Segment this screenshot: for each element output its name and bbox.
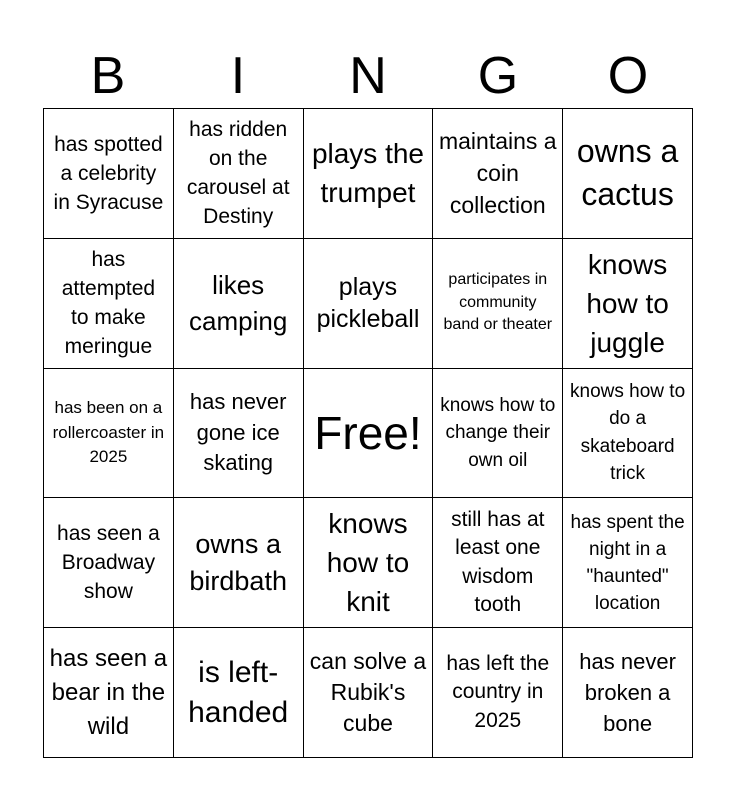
cell-text: owns a birdbath [189,528,287,596]
header-letter-b: B [90,47,126,105]
cell-text: has left the country in 2025 [446,651,550,732]
bingo-cell[interactable] [433,369,563,499]
bingo-cell[interactable] [174,498,304,628]
cell-text: has never gone ice skating [189,389,287,476]
bingo-cell[interactable] [563,369,693,499]
header-letter-i: I [230,47,246,105]
cell-text: can solve a Rubik's cube [309,648,427,737]
cell-text: owns a cactus [576,133,679,213]
header-letter-g: G [477,47,519,105]
cell-text: knows how to knit [326,508,410,618]
bingo-cell[interactable] [433,239,563,369]
bingo-cell[interactable] [304,498,434,628]
bingo-cell[interactable] [433,109,563,239]
cell-text: has been on a rollercoaster in 2025 [52,398,165,467]
bingo-cell[interactable] [44,239,174,369]
bingo-cell[interactable] [304,239,434,369]
cell-text: plays pickleball [316,273,420,334]
cell-text: has seen a bear in the wild [49,644,168,740]
cell-text: has never broken a bone [579,649,676,737]
bingo-cell[interactable] [174,109,304,239]
bingo-cell[interactable] [44,109,174,239]
bingo-cell[interactable] [563,109,693,239]
cell-text: Free! [314,406,422,459]
cell-text: has spent the night in a "haunted" location [570,511,685,614]
bingo-cell[interactable] [433,628,563,758]
cell-text: plays the trumpet [311,138,425,209]
bingo-cell[interactable] [304,628,434,758]
bingo-cell[interactable] [44,498,174,628]
bingo-cell[interactable] [174,628,304,758]
cell-text: likes camping [189,270,288,337]
cell-text: has spotted a celebrity in Syracuse [53,132,164,214]
bingo-grid [43,108,693,758]
header-letter-o: O [607,47,649,105]
bingo-cell[interactable] [433,498,563,628]
bingo-cell[interactable] [563,239,693,369]
bingo-cell[interactable] [44,628,174,758]
bingo-cell[interactable] [304,369,434,499]
header-letter-n: N [349,47,387,105]
cell-text: knows how to change their own oil [440,394,556,471]
bingo-cell[interactable] [563,498,693,628]
cell-text: knows how to juggle [586,248,669,358]
bingo-cell[interactable] [44,369,174,499]
bingo-header [43,44,693,108]
bingo-cell[interactable] [304,109,434,239]
cell-text: maintains a coin collection [438,128,557,219]
cell-text: participates in community band or theater [443,271,553,334]
bingo-cell[interactable] [174,239,304,369]
cell-text: has attempted to make meringue [61,248,156,359]
bingo-cell[interactable] [174,369,304,499]
bingo-cell[interactable] [563,628,693,758]
cell-text: knows how to do a skateboard trick [570,380,686,485]
cell-text: has seen a Broadway show [57,522,160,604]
cell-text: has ridden on the carousel at Destiny [186,118,290,229]
cell-text: is left-handed [188,655,289,729]
cell-text: still has at least one wisdom tooth [451,507,545,617]
